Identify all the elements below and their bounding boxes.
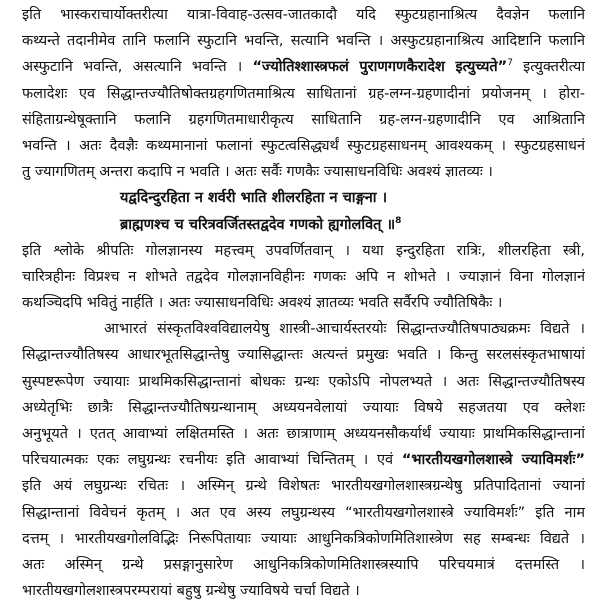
footnote-marker: 7 [507,58,513,69]
text-segment: इति अयं लघुग्रन्थः रचितः । अस्मिन् ग्रन्थे विशेषतः भारतीयखगोलशास्त्रग्रन्थेषु प्रतिपादितानां ज्यानां [22,478,585,495]
text-line [22,473,585,499]
document-page [22,2,585,604]
text-segment: तु ज्यागणितम् अन्तरा कदापि न भवति । अतः सर्वैः गणकैः ज्यासाधनविधिः अवश्यं ज्ञातव्यः । [22,164,493,181]
bold-quote: “भारतीयखगोलशास्त्रे ज्याविमर्शः” [401,452,585,469]
text-line [22,290,585,316]
text-line [22,526,585,552]
text-segment: आभारतं संस्कृतविश्वविद्यालयेषु शास्त्री-आचार्यस्तरयोः सिद्धान्तज्यौतिषपाठ्यक्रमः विद्यते । [104,321,585,338]
text-line [22,578,585,604]
text-segment: अतः अस्मिन् ग्रन्थे प्रसङ्गानुसारेण आधुनिकत्रिकोणमितिशास्त्रस्यापि परिचयमात्रं दत्तमस्ति । [22,556,585,573]
text-segment: सिद्धान्तज्यौतिषस्य आधारभूतसिद्धान्तेषु ज्यासिद्धान्तः अत्यन्तं प्रमुखः भवति । किन्तु सरलसंस्कृतभाषायां [22,347,585,364]
text-line [22,421,585,447]
text-segment: अनुभूयते । एतत् आवाभ्यां लक्षितमस्ति । अतः छात्राणाम् अध्ययनसौकर्यार्थं ज्यायाः प्राथमिकसिद्धान्तानां [22,426,585,442]
text-line [22,81,585,107]
text-segment: कथ्यन्ते तदानीमेव तानि फलानि स्फुटानि भवन्ति, सत्यानि भवन्ति । अस्फुटग्रहानाश्रित्य आदिष्टानि फलानि [22,33,585,50]
verse-line [22,212,585,238]
verse-line [22,185,585,211]
text-line [22,107,585,133]
text-segment: यद्वदिन्दुरहिता न शर्वरी भाति शीलरहिता न चाङ्गना । [120,190,388,207]
text-line [22,54,585,80]
text-line [22,552,585,578]
text-segment: फलादेशः एव सिद्धान्तज्यौतिषोक्तग्रहगणितमाश्रित्य साधितानां ग्रह-लग्न-ग्रहणादीनां प्रयोजनम् । होरा- [22,85,585,102]
text-line [22,133,585,159]
text-segment: दत्तम् । भारतीयखगोलविद्भिः निरूपितायाः ज्यायाः आधुनिकत्रिकोणमितिशास्त्रेण सह सम्बन्धः विद्यते । [22,530,585,547]
text-segment: इत्युक्तरीत्या [512,59,585,76]
text-line [22,264,585,290]
text-segment: अध्येतृभिः छात्रैः सिद्धान्तज्यौतिषग्रन्थानाम् अध्ययनवेलायां ज्यायाः विषये सहजतया एव क्लेशः [22,399,585,416]
text-line [22,342,585,368]
text-line [22,369,585,395]
text-line [22,500,585,526]
text-line [22,28,585,54]
text-segment: सुस्पष्टरूपेण ज्यायाः प्राथमिकसिद्धान्तानां बोधकः ग्रन्थः एकोऽपि नोपलभ्यते । अतः सिद्धान्तज्यौतिषस्य [22,373,585,390]
text-line [22,159,585,185]
text-line [22,238,585,264]
text-segment: अस्फुटानि भवन्ति, असत्यानि भवन्ति । [22,59,253,76]
text-line [22,316,585,342]
bold-quote: “ज्योतिश्शास्त्रफलं पुराणगणकैरादेश इत्युच्यते” [252,59,508,76]
text-segment: परिचयात्मकः एकः लघुग्रन्थः रचनीयः इति आवाभ्यां चिन्तितम् । एवं [22,452,402,469]
footnote-marker: 8 [395,215,402,226]
text-line [22,395,585,421]
text-segment: ब्राह्मणश्च च चरित्रवर्जितस्तद्वदेव गणको ह्यगोलवित् ॥ [120,216,396,233]
text-line [22,447,585,473]
text-segment: कथञ्चिदपि भवितुं नार्हति । अतः ज्यासाधनविधिः अवश्यं ज्ञातव्यः भवति सर्वैरपि ज्यौतिषिकैः । [22,295,503,312]
text-line [22,2,585,28]
text-segment: भवन्ति । अतः दैवज्ञैः कथ्यमानानां फलानां स्फुटत्वसिद्ध्यर्थं स्फुटग्रहसाधनम् आवश्यकम् । स्फुटग्रहसाधनं [22,137,585,154]
text-segment: इति श्लोके श्रीपतिः गोलज्ञानस्य महत्त्वम् उपवर्णितवान् । यथा इन्दुरहिता रात्रिः, शीलरहिता स्त्री, [22,242,585,259]
text-segment: भारतीयखगोलशास्त्रपरम्परायां बहुषु ग्रन्थेषु ज्याविषये चर्चा विद्यते । [22,583,360,600]
text-segment: सिद्धान्तानां विवेचनं कृतम् । अत एव अस्य लघुग्रन्थस्य “भारतीयखगोलशास्त्रे ज्याविमर्शः” इति नाम [22,504,585,521]
text-segment: इति भास्कराचार्योक्तरीत्या यात्रा-विवाह-उत्सव-जातकादौ यदि स्फुटग्रहानाश्रित्य दैवज्ञेन फलानि [22,7,585,23]
text-segment: संहिताग्रन्थेषूक्तानि फलानि ग्रहगणितमाधारीकृत्य साधितानि ग्रह-लग्न-ग्रहणादीनि एव आश्रितानि [22,111,585,128]
text-segment: चारित्रहीनः विप्रश्च न शोभते तद्वदेव गोलज्ञानविहीनः गणकः अपि न शोभते । ज्याज्ञानं विना गोलज्ञानं [22,268,585,285]
